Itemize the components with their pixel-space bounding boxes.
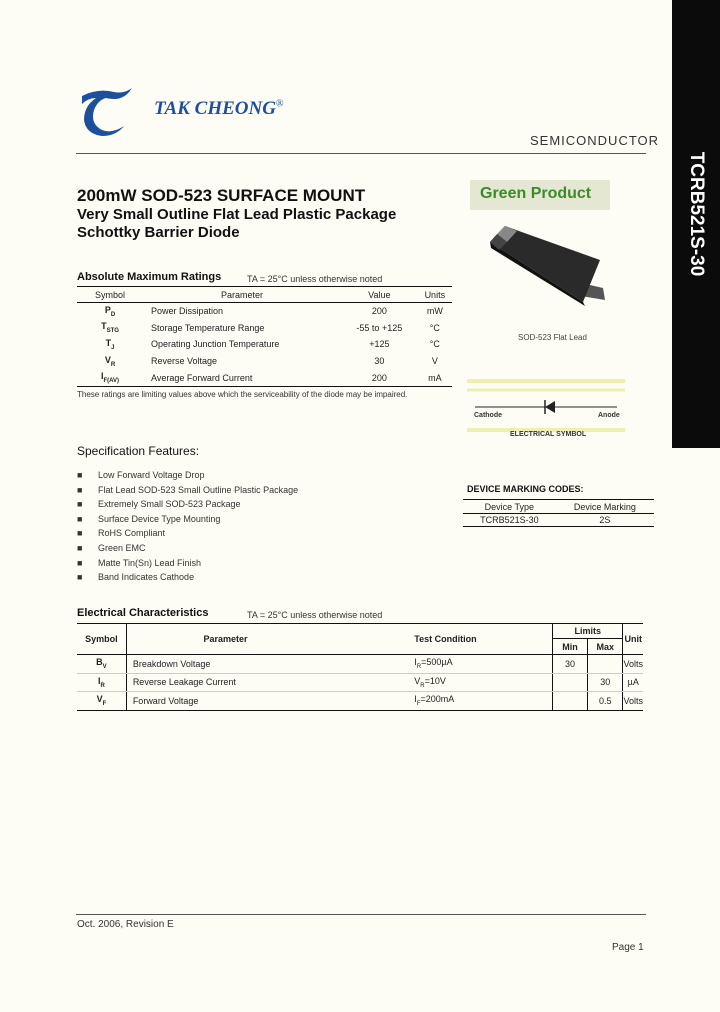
package-caption: SOD-523 Flat Lead bbox=[518, 333, 587, 342]
unit-cell: mW bbox=[426, 306, 443, 317]
col-unit: Unit bbox=[623, 624, 643, 655]
unit-cell: mA bbox=[428, 372, 442, 383]
col-units: Units bbox=[418, 287, 452, 303]
marking-table bbox=[463, 499, 654, 527]
elec-condition: TA = 25°C unless otherwise noted bbox=[247, 610, 383, 620]
parameter-cell: Operating Junction Temperature bbox=[151, 339, 280, 350]
col-limits: Limits bbox=[553, 624, 623, 639]
tak-cheong-logo-icon bbox=[80, 86, 134, 136]
anode-label: Anode bbox=[598, 412, 620, 419]
parameter-cell: Reverse Leakage Current bbox=[126, 673, 324, 692]
features-list bbox=[77, 470, 298, 587]
col-test-condition: Test Condition bbox=[414, 634, 477, 644]
table-row bbox=[77, 353, 452, 370]
unit-cell: Volts bbox=[623, 692, 643, 711]
electrical-characteristics-table bbox=[77, 623, 643, 711]
symbol-cell: $T_J$ bbox=[105, 338, 115, 351]
symbol-cell: $V_F$ bbox=[96, 694, 107, 708]
symbol-cell: $I_{F(AV)}$ bbox=[100, 371, 120, 385]
list-item: ■ RoHS Compliant bbox=[77, 528, 166, 539]
test-condition-cell: $I_F=200mA$ bbox=[414, 694, 455, 708]
list-item: ■ Low Forward Voltage Drop bbox=[77, 470, 205, 480]
value-cell: +125 bbox=[369, 339, 390, 350]
col-device-marking: Device Marking bbox=[556, 500, 654, 514]
unit-cell: Volts bbox=[623, 655, 643, 674]
bullet-icon: ■ bbox=[77, 557, 83, 568]
cathode-label: Cathode bbox=[474, 412, 502, 419]
unit-cell: °C bbox=[429, 339, 440, 350]
symbol-cell: $I_R$ bbox=[77, 673, 126, 692]
unit-cell: µA bbox=[623, 673, 643, 692]
unit-cell: °C bbox=[429, 322, 440, 333]
part-number-tab bbox=[672, 0, 720, 448]
page-number: Page 1 bbox=[612, 942, 644, 953]
list-item: ■ Band Indicates Cathode bbox=[77, 572, 195, 583]
col-symbol: Symbol bbox=[85, 634, 118, 644]
parameter-cell: Breakdown Voltage bbox=[126, 655, 324, 674]
min-cell bbox=[553, 673, 588, 692]
col-value: Value bbox=[341, 287, 418, 303]
table-row bbox=[77, 336, 452, 353]
col-parameter: Parameter bbox=[143, 287, 341, 303]
test-condition-cell: $V_R=10V$ bbox=[324, 673, 552, 692]
title-line-1: 200mW SOD-523 SURFACE MOUNT bbox=[77, 186, 366, 205]
footer-divider bbox=[76, 914, 646, 915]
parameter-cell: Power Dissipation bbox=[151, 306, 224, 317]
title-line-3: Schottky Barrier Diode bbox=[77, 224, 240, 241]
bullet-icon: ■ bbox=[77, 499, 83, 510]
symbol-cell: $V_R$ bbox=[104, 354, 116, 368]
title-line-2: Very Small Outline Flat Lead Plastic Package bbox=[77, 206, 397, 223]
table-row bbox=[77, 320, 452, 337]
min-cell bbox=[553, 692, 588, 711]
col-parameter: Parameter bbox=[126, 624, 324, 655]
features-title: Specification Features: bbox=[77, 444, 200, 458]
unit-cell: V bbox=[431, 356, 438, 367]
green-product-label: Green Product bbox=[480, 185, 592, 202]
abs-max-note: These ratings are limiting values above which the serviceability of the diode may be impaired. bbox=[77, 390, 408, 399]
bullet-icon: ■ bbox=[77, 513, 83, 524]
list-item: ■ Surface Device Type Mounting bbox=[77, 513, 221, 524]
test-condition-cell: $I_R=500\mu A$ bbox=[324, 655, 552, 674]
electrical-symbol-diagram bbox=[467, 378, 625, 434]
elec-title: Electrical Characteristics bbox=[77, 607, 209, 619]
list-item: ■ Extremely Small SOD-523 Package bbox=[77, 499, 241, 510]
marking-title: DEVICE MARKING CODES: bbox=[467, 484, 584, 494]
bullet-icon: ■ bbox=[77, 572, 83, 583]
bullet-icon: ■ bbox=[77, 528, 83, 539]
parameter-cell: Reverse Voltage bbox=[151, 356, 218, 367]
table-row bbox=[77, 303, 452, 320]
list-item: ■ Flat Lead SOD-523 Small Outline Plastic Package bbox=[77, 484, 299, 495]
abs-max-title: Absolute Maximum Ratings bbox=[77, 271, 222, 283]
max-cell: 0.5 bbox=[587, 692, 623, 711]
electrical-symbol-caption: ELECTRICAL SYMBOL bbox=[510, 431, 587, 438]
table-row bbox=[77, 673, 643, 692]
value-cell: 30 bbox=[374, 356, 385, 367]
table-row bbox=[463, 514, 654, 527]
table-row bbox=[77, 692, 643, 711]
symbol-cell: $T_{STG}$ bbox=[101, 321, 119, 335]
max-cell bbox=[587, 655, 623, 674]
sod523-package-image bbox=[485, 222, 610, 322]
symbol-cell: $B_V$ bbox=[77, 655, 126, 674]
col-min: Min bbox=[553, 639, 588, 655]
col-device-type: Device Type bbox=[463, 500, 556, 514]
table-row bbox=[77, 655, 643, 674]
max-cell: 30 bbox=[587, 673, 623, 692]
col-symbol: Symbol bbox=[77, 287, 143, 303]
abs-max-table bbox=[77, 286, 452, 387]
list-item: ■ Green EMC bbox=[77, 542, 146, 553]
table-row bbox=[77, 369, 452, 386]
abs-max-condition: TA = 25°C unless otherwise noted bbox=[247, 274, 383, 284]
header-divider bbox=[76, 153, 646, 154]
device-marking-cell: 2S bbox=[599, 515, 611, 525]
parameter-cell: Average Forward Current bbox=[151, 372, 253, 383]
bullet-icon: ■ bbox=[77, 470, 83, 480]
col-max: Max bbox=[587, 639, 623, 655]
value-cell: 200 bbox=[371, 372, 387, 383]
value-cell: 200 bbox=[371, 306, 387, 317]
revision-date: Oct. 2006, Revision E bbox=[77, 919, 174, 930]
parameter-cell: Forward Voltage bbox=[126, 692, 324, 711]
symbol-cell: $P_D$ bbox=[104, 304, 116, 318]
device-type-cell: TCRB521S-30 bbox=[480, 515, 539, 525]
list-item: ■ Matte Tin(Sn) Lead Finish bbox=[77, 557, 202, 568]
brand-name: TAK CHEONG® bbox=[154, 98, 284, 119]
min-cell: 30 bbox=[553, 655, 588, 674]
bullet-icon: ■ bbox=[77, 484, 83, 495]
part-number-label: TCRB521S-30 bbox=[686, 151, 707, 277]
bullet-icon: ■ bbox=[77, 542, 83, 553]
parameter-cell: Storage Temperature Range bbox=[151, 322, 265, 333]
green-product-badge bbox=[470, 180, 610, 210]
value-cell: -55 to +125 bbox=[356, 322, 403, 333]
division-label: SEMICONDUCTOR bbox=[530, 133, 660, 148]
